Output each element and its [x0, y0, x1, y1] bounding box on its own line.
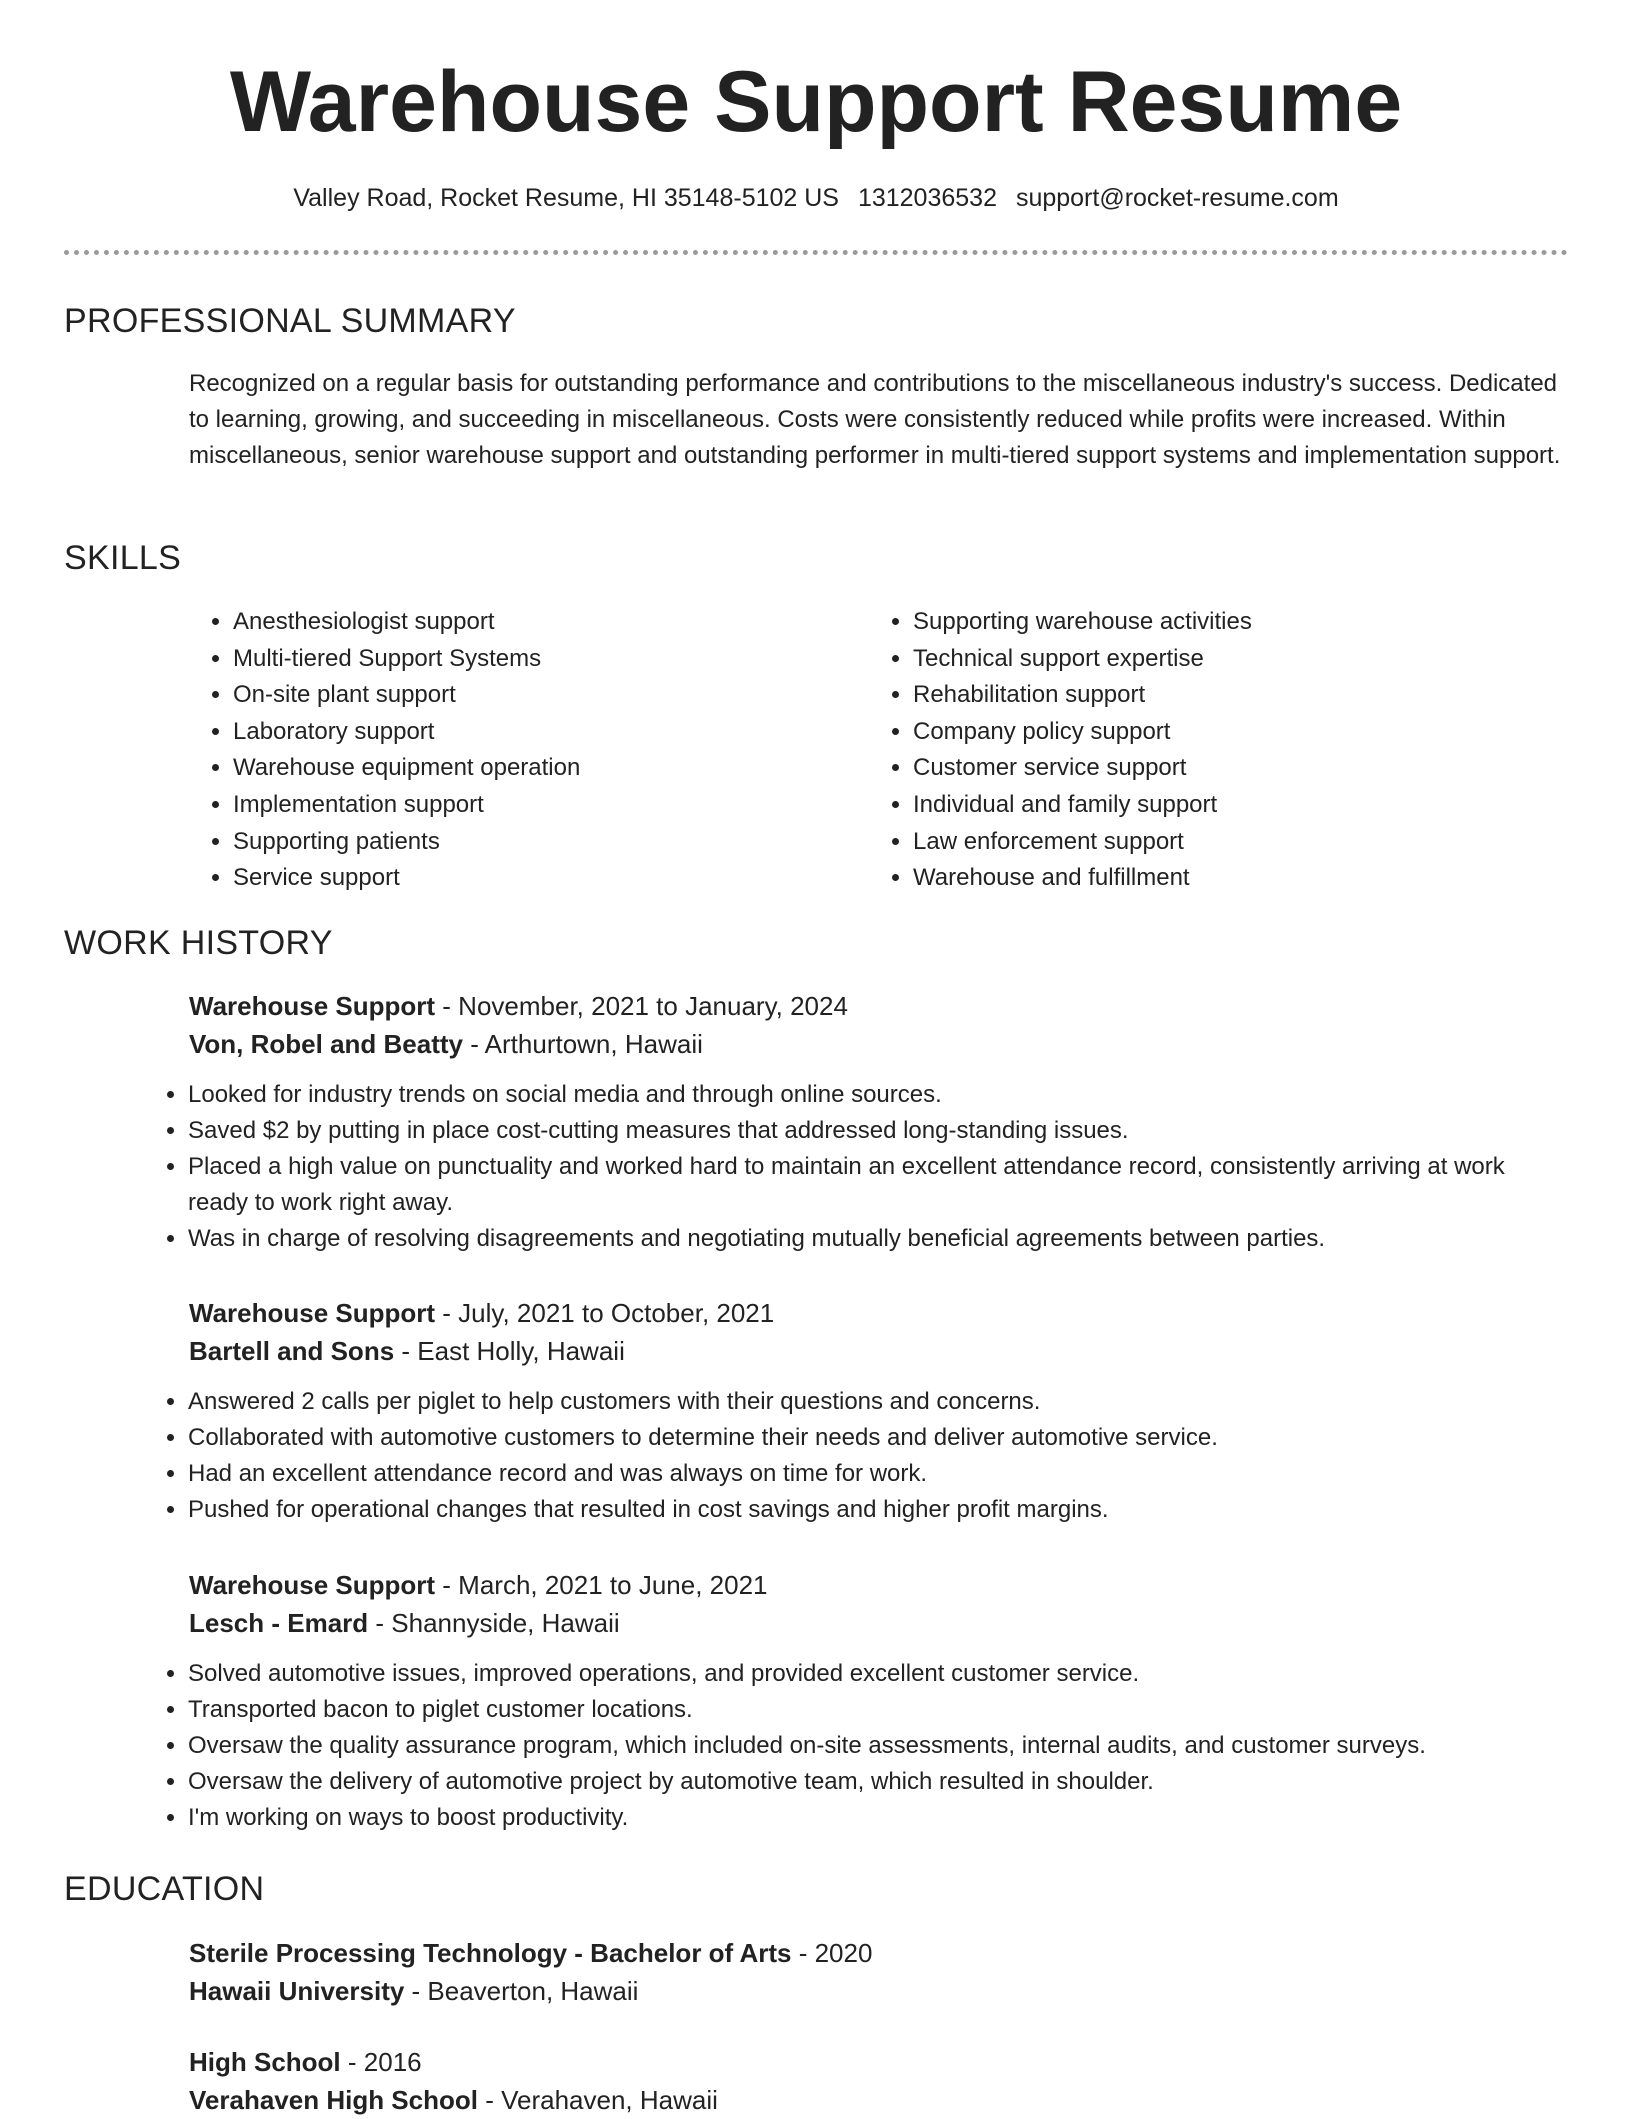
job-duty: • Solved automotive issues, improved operations, and provided excellent customer service. — [188, 1656, 1524, 1692]
job-duties-list — [144, 1656, 1524, 1836]
skills-column-left — [189, 604, 829, 897]
job-duty: • Had an excellent attendance record and was always on time for work. — [188, 1456, 1524, 1492]
degree-line — [189, 2043, 1569, 2081]
job-title-line — [189, 987, 1569, 1025]
work-entry — [189, 1294, 1569, 1528]
degree-line — [189, 1934, 1569, 1972]
employer-name: Von, Robel and Beatty — [189, 1029, 463, 1059]
job-duty: • Oversaw the delivery of automotive project by automotive team, which resulted in shoulder. — [188, 1764, 1524, 1800]
job-duty: • Collaborated with automotive customers to determine their needs and deliver automotive service. — [188, 1420, 1524, 1456]
job-duty: • Oversaw the quality assurance program, which included on-site assessments, internal audits, and customer surveys. — [188, 1728, 1524, 1764]
job-title: Warehouse Support — [189, 1570, 436, 1600]
degree-year: - 2016 — [340, 2047, 422, 2077]
skills-list-left — [189, 604, 829, 897]
job-duties-list — [144, 1384, 1524, 1528]
skill-item: • Anesthesiologist support — [233, 604, 829, 641]
skill-item: • Multi-tiered Support Systems — [233, 641, 829, 678]
job-duty: • I'm working on ways to boost productivity. — [188, 1800, 1524, 1836]
contact-line — [0, 180, 1632, 216]
skill-item: • Laboratory support — [233, 714, 829, 751]
employer-name: Bartell and Sons — [189, 1336, 395, 1366]
school-name: Verahaven High School — [189, 2085, 478, 2115]
job-duties-list — [144, 1077, 1524, 1257]
employer-line — [189, 1332, 1569, 1370]
education-entry — [189, 2043, 1569, 2119]
resume-title: Warehouse Support Resume — [229, 54, 1403, 150]
employer-name: Lesch - Emard — [189, 1608, 369, 1638]
school-location: - Beaverton, Hawaii — [404, 1976, 639, 2006]
contact-phone: 1312036532 — [857, 184, 997, 212]
employer-line — [189, 1604, 1569, 1642]
skill-item: • Service support — [233, 860, 829, 897]
job-duty: • Saved $2 by putting in place cost-cutting measures that addressed long-standing issues. — [188, 1113, 1524, 1149]
job-title-line — [189, 1294, 1569, 1332]
summary-text: Recognized on a regular basis for outstanding performance and contributions to the miscellaneous industry's success. Dedicated to learning, growing, and succeeding in miscellaneous. Costs were consistently reduced while profits were increased. Within miscellaneous, senior warehouse support and outstanding performer in multi-tiered support systems and implementation support. — [189, 370, 1561, 469]
skill-item: • Warehouse equipment operation — [233, 750, 829, 787]
skill-item: • Rehabilitation support — [913, 677, 1509, 714]
skill-item: • Warehouse and fulfillment — [913, 860, 1509, 897]
degree-name: High School — [189, 2047, 341, 2077]
skill-item: • Supporting patients — [233, 824, 829, 861]
section-title-skills: SKILLS — [64, 539, 182, 577]
job-duty: • Placed a high value on punctuality and worked hard to maintain an excellent attendance record, consistently arriving at work ready to work right away. — [188, 1149, 1524, 1221]
work-entry — [189, 987, 1569, 1257]
skill-item: • Law enforcement support — [913, 824, 1509, 861]
job-duty: • Looked for industry trends on social media and through online sources. — [188, 1077, 1524, 1113]
section-title-education: EDUCATION — [64, 1870, 265, 1908]
contact-email[interactable]: support@rocket-resume.com — [1015, 184, 1339, 212]
work-entry — [189, 1566, 1569, 1836]
job-dates: - March, 2021 to June, 2021 — [435, 1570, 768, 1600]
skill-item: • Customer service support — [913, 750, 1509, 787]
employer-location: - East Holly, Hawaii — [394, 1336, 625, 1366]
degree-name: Sterile Processing Technology - Bachelor of Arts — [189, 1938, 792, 1968]
job-duty: • Transported bacon to piglet customer locations. — [188, 1692, 1524, 1728]
degree-year: - 2020 — [791, 1938, 873, 1968]
header-divider — [64, 250, 1568, 255]
skill-item: • Implementation support — [233, 787, 829, 824]
section-title-work: WORK HISTORY — [64, 924, 333, 962]
job-duty: • Was in charge of resolving disagreements and negotiating mutually beneficial agreements between parties. — [188, 1221, 1524, 1257]
school-location: - Verahaven, Hawaii — [477, 2085, 718, 2115]
employer-line — [189, 1025, 1569, 1063]
job-title: Warehouse Support — [189, 991, 436, 1021]
skills-list-right — [869, 604, 1509, 897]
skill-item: • Individual and family support — [913, 787, 1509, 824]
skill-item: • Technical support expertise — [913, 641, 1509, 678]
job-title-line — [189, 1566, 1569, 1604]
school-line — [189, 2081, 1569, 2119]
school-name: Hawaii University — [189, 1976, 405, 2006]
employer-location: - Arthurtown, Hawaii — [463, 1029, 703, 1059]
skill-item: • Company policy support — [913, 714, 1509, 751]
job-dates: - November, 2021 to January, 2024 — [435, 991, 848, 1021]
skill-item: • On-site plant support — [233, 677, 829, 714]
school-line — [189, 1972, 1569, 2010]
contact-address: Valley Road, Rocket Resume, HI 35148-5102 US — [293, 184, 839, 212]
education-entry — [189, 1934, 1569, 2010]
job-dates: - July, 2021 to October, 2021 — [435, 1298, 775, 1328]
employer-location: - Shannyside, Hawaii — [368, 1608, 620, 1638]
section-title-summary: PROFESSIONAL SUMMARY — [64, 302, 516, 340]
job-title: Warehouse Support — [189, 1298, 436, 1328]
skill-item: • Supporting warehouse activities — [913, 604, 1509, 641]
skills-column-right — [869, 604, 1509, 897]
job-duty: • Pushed for operational changes that resulted in cost savings and higher profit margins. — [188, 1492, 1524, 1528]
job-duty: • Answered 2 calls per piglet to help customers with their questions and concerns. — [188, 1384, 1524, 1420]
